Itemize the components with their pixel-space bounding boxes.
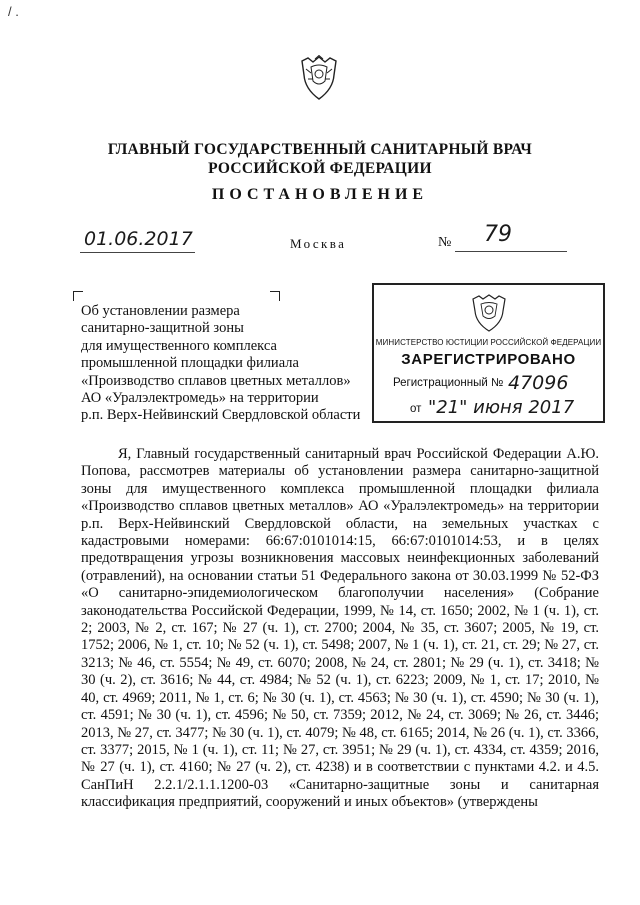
corner-mark: / . [8, 4, 19, 19]
document-body [81, 446, 599, 812]
stamp-ministry: МИНИСТЕРСТВО ЮСТИЦИИ РОССИЙСКОЙ ФЕДЕРАЦИИ [375, 338, 602, 347]
subject-line: Об установлении размера [81, 303, 240, 319]
issuing-authority-line1: ГЛАВНЫЙ ГОСУДАРСТВЕННЫЙ САНИТАРНЫЙ ВРАЧ [107, 141, 533, 158]
subject-bracket-left [73, 291, 83, 301]
stamp-status: ЗАРЕГИСТРИРОВАНО [401, 351, 576, 368]
document-number: 79 [484, 222, 512, 247]
document-type: ПОСТАНОВЛЕНИЕ [211, 186, 429, 203]
document-date: 01.06.2017 [84, 228, 193, 250]
stamp-date-label: от [410, 403, 422, 415]
issuing-authority-line2: РОССИЙСКОЙ ФЕДЕРАЦИИ [208, 160, 432, 177]
coat-of-arms-icon [298, 55, 340, 101]
subject-bracket-right [270, 291, 280, 301]
stamp-reg-label: Регистрационный № [393, 377, 504, 389]
subject-line: промышленной площадки филиала [81, 355, 299, 372]
stamp-date-value: "21" июня 2017 [428, 397, 575, 418]
document-city: Москва [290, 236, 347, 251]
number-label: № [438, 235, 452, 250]
registration-stamp [372, 283, 605, 423]
body-paragraph: Я, Главный государственный санитарный врач Российской Федерации А.Ю. Попова, рассмотрев материалы об установлении размера санитарно-защитной зоны для имущественного комплекса промышленной площадки филиала «Производство сплавов цветных металлов» АО «Уралэлектромедь» на территории р.п. Верх-Нейвинский Свердловской области, на земельных участках с кадастровыми номерами: 66:67:0101014:15, 66:67:0101014:53, и в целях предотвращения угрозы возникновения массовых неинфекционных заболеваний (отравлений), на основании статьи 51 Федерального закона от 30.03.1999 № 52-ФЗ «О санитарно-эпидемиологическом благополучии населения» (Собрание законодательства Российской Федерации, 1999, № 14, ст. 1650; 2002, № 1 (ч. 1), ст. 2; 2003, № 2, ст. 167; № 27 (ч. 1), ст. 2700; 2004, № 35, ст. 3607; 2005, № 19, ст. 1752; 2006, № 1, ст. 10; № 52 (ч. 1), ст. 5498; 2007, № 1 (ч. 1), ст. 21, ст. 29; № 27, ст. 3213; № 46, ст. 5554; № 49, ст. 6070; 2008, № 24, ст. 2801; № 29 (ч. 1), ст. 3418; № 30 (ч. 2), ст. 3616; № 44, ст. 4984; № 52 (ч. 1), ст. 6223; 2009, № 1, ст. 17; 2010, № 40, ст. 4969; 2011, № 1, ст. 6; № 30 (ч. 1), ст. 4563; № 30 (ч. 1), ст. 4590; № 30 (ч. 1), ст. 4591; № 30 (ч. 1), ст. 4596; № 50, ст. 7359; 2012, № 24, ст. 3069; № 26, ст. 3446; 2013, № 27, ст. 3477; № 30 (ч. 1), ст. 4079; № 48, ст. 6165; 2014, № 26 (ч. 1), ст. 3366, ст. 3377; 2015, № 1 (ч. 1), ст. 11; № 27, ст. 3951; № 29 (ч. 1), ст. 4334, ст. 4359; 2016, № 27 (ч. 1), ст. 4160; № 27 (ч. 2), ст. 4238) и в соответствии с пунктами 4.2. и 4.5. СанПиН 2.2.1/2.1.1.1200-03 «Санитарно-защитные зоны и санитарная классификация предприятий, сооружений и иных объектов» (утверждены [81, 446, 599, 811]
subject-line: санитарно-защитной зоны [81, 320, 244, 337]
stamp-reg-number: 47096 [508, 372, 569, 394]
document-subject [81, 303, 371, 425]
subject-line: для имущественного комплекса [81, 337, 277, 354]
stamp-coat-of-arms-icon [469, 293, 509, 333]
subject-line: АО «Уралэлектромедь» на территории [81, 390, 319, 407]
subject-line: р.п. Верх-Нейвинский Свердловской области [81, 407, 361, 424]
subject-line: «Производство сплавов цветных металлов» [81, 372, 351, 389]
